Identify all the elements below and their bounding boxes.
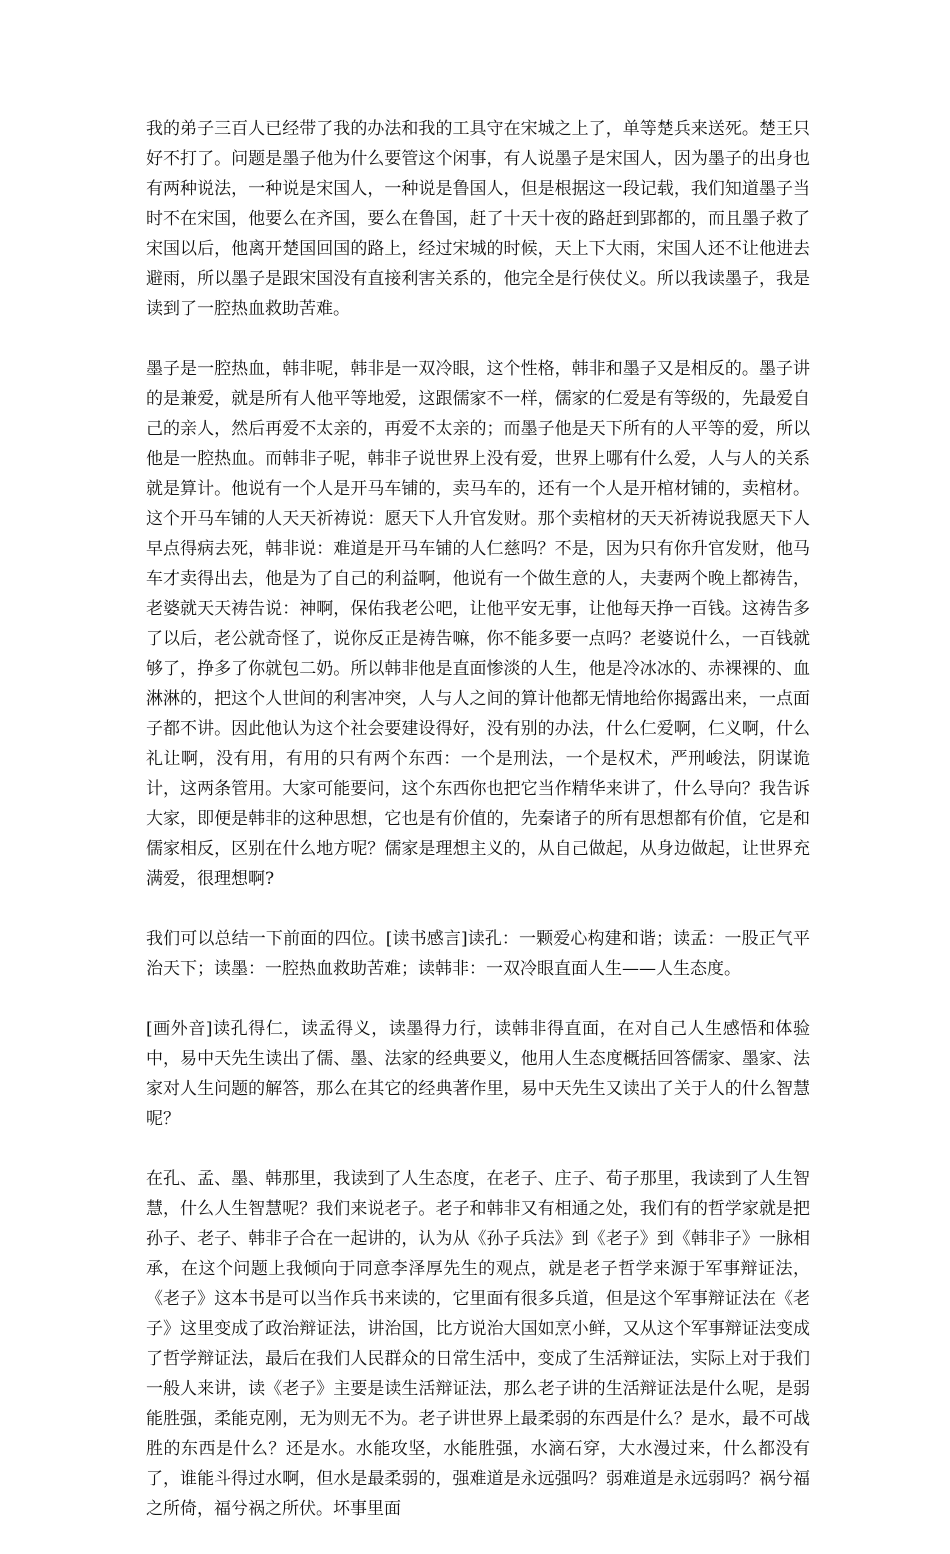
paragraph-mozi-song: 我的弟子三百人已经带了我的办法和我的工具守在宋城之上了，单等楚兵来送死。楚王只好不打了。问题是墨子他为什么要管这个闲事，有人说墨子是宋国人，因为墨子的出身也有两种说法，一种说是宋国人，一种说是鲁国人，但是根据这一段记载，我们知道墨子当时不在宋国，他要么在齐国，要么在鲁国，赶了十天十夜的路赶到郢都的，而且墨子救了宋国以后，他离开楚国回国的路上，经过宋城的时候，天上下大雨，宋国人还不让他进去避雨，所以墨子是跟宋国没有直接利害关系的，他完全是行侠仗义。所以我读墨子，我是读到了一腔热血救助苦难。 — [146, 119, 810, 319]
paragraph-hanfei: 墨子是一腔热血，韩非呢，韩非是一双冷眼，这个性格，韩非和墨子又是相反的。墨子讲的是兼爱，就是所有人他平等地爱，这跟儒家不一样，儒家的仁爱是有等级的，先最爱自己的亲人，然后再爱不太亲的，再爱不太亲的；而墨子他是天下所有的人平等的爱，所以他是一腔热血。而韩非子呢，韩非子说世界上没有爱，世界上哪有什么爱，人与人的关系就是算计。他说有一个人是开马车铺的，卖马车的，还有一个人是开棺材铺的，卖棺材。这个开马车铺的人天天祈祷说：愿天下人升官发财。那个卖棺材的天天祈祷说我愿天下人早点得病去死，韩非说：难道是开马车铺的人仁慈吗？不是，因为只有你升官发财，他马车才卖得出去，他是为了自己的利益啊，他说有一个做生意的人，夫妻两个晚上都祷告，老婆就天天祷告说：神啊，保佑我老公吧，让他平安无事，让他每天挣一百钱。这祷告多了以后，老公就奇怪了，说你反正是祷告嘛，你不能多要一点吗？老婆说什么，一百钱就够了，挣多了你就包二奶。所以韩非他是直面惨淡的人生，他是冷冰冰的、赤裸裸的、血淋淋的，把这个人世间的利害冲突，人与人之间的算计他都无情地给你揭露出来，一点面子都不讲。因此他认为这个社会要建设得好，没有别的办法，什么仁爱啊，仁义啊，什么礼让啊，没有用，有用的只有两个东西：一个是刑法，一个是权术，严刑峻法，阴谋诡计，这两条管用。大家可能要问，这个东西你也把它当作精华来讲了，什么导向？我告诉大家，即便是韩非的这种思想，它也是有价值的，先秦诸子的所有思想都有价值，它是和儒家相反，区别在什么地方呢？儒家是理想主义的，从自己做起，从身边做起，让世界充满爱，很理想啊? — [146, 359, 810, 889]
document-body — [146, 114, 810, 1554]
paragraph-laozi: 在孔、孟、墨、韩那里，我读到了人生态度，在老子、庄子、荀子那里，我读到了人生智慧，什么人生智慧呢？我们来说老子。老子和韩非又有相通之处，我们有的哲学家就是把孙子、老子、韩非子合在一起讲的，认为从《孙子兵法》到《老子》到《韩非子》一脉相承，在这个问题上我倾向于同意李泽厚先生的观点，就是老子哲学来源于军事辩证法，《老子》这本书是可以当作兵书来读的，它里面有很多兵道，但是这个军事辩证法在《老子》这里变成了政治辩证法，讲治国，比方说治大国如烹小鲜，又从这个军事辩证法变成了哲学辩证法，最后在我们人民群众的日常生活中，变成了生活辩证法，实际上对于我们一般人来讲，读《老子》主要是读生活辩证法，那么老子讲的生活辩证法是什么呢，是弱能胜强，柔能克刚，无为则无不为。老子讲世界上最柔弱的东西是什么？是水，最不可战胜的东西是什么？还是水。水能攻坚，水能胜强，水滴石穿，大水漫过来，什么都没有了，谁能斗得过水啊，但水是最柔弱的，强难道是永远强吗？弱难道是永远弱吗？祸兮福之所倚，福兮祸之所伏。坏事里面 — [146, 1169, 810, 1519]
paragraph-summary: 我们可以总结一下前面的四位。[读书感言]读孔：一颗爱心构建和谐；读孟：一股正气平治天下；读墨：一腔热血救助苦难；读韩非：一双冷眼直面人生——人生态度。 — [146, 929, 810, 979]
paragraph-voiceover: [画外音]读孔得仁，读孟得义，读墨得力行，读韩非得直面，在对自己人生感悟和体验中，易中天先生读出了儒、墨、法家的经典要义，他用人生态度概括回答儒家、墨家、法家对人生问题的解答，那么在其它的经典著作里，易中天先生又读出了关于人的什么智慧呢？ — [146, 1019, 810, 1129]
